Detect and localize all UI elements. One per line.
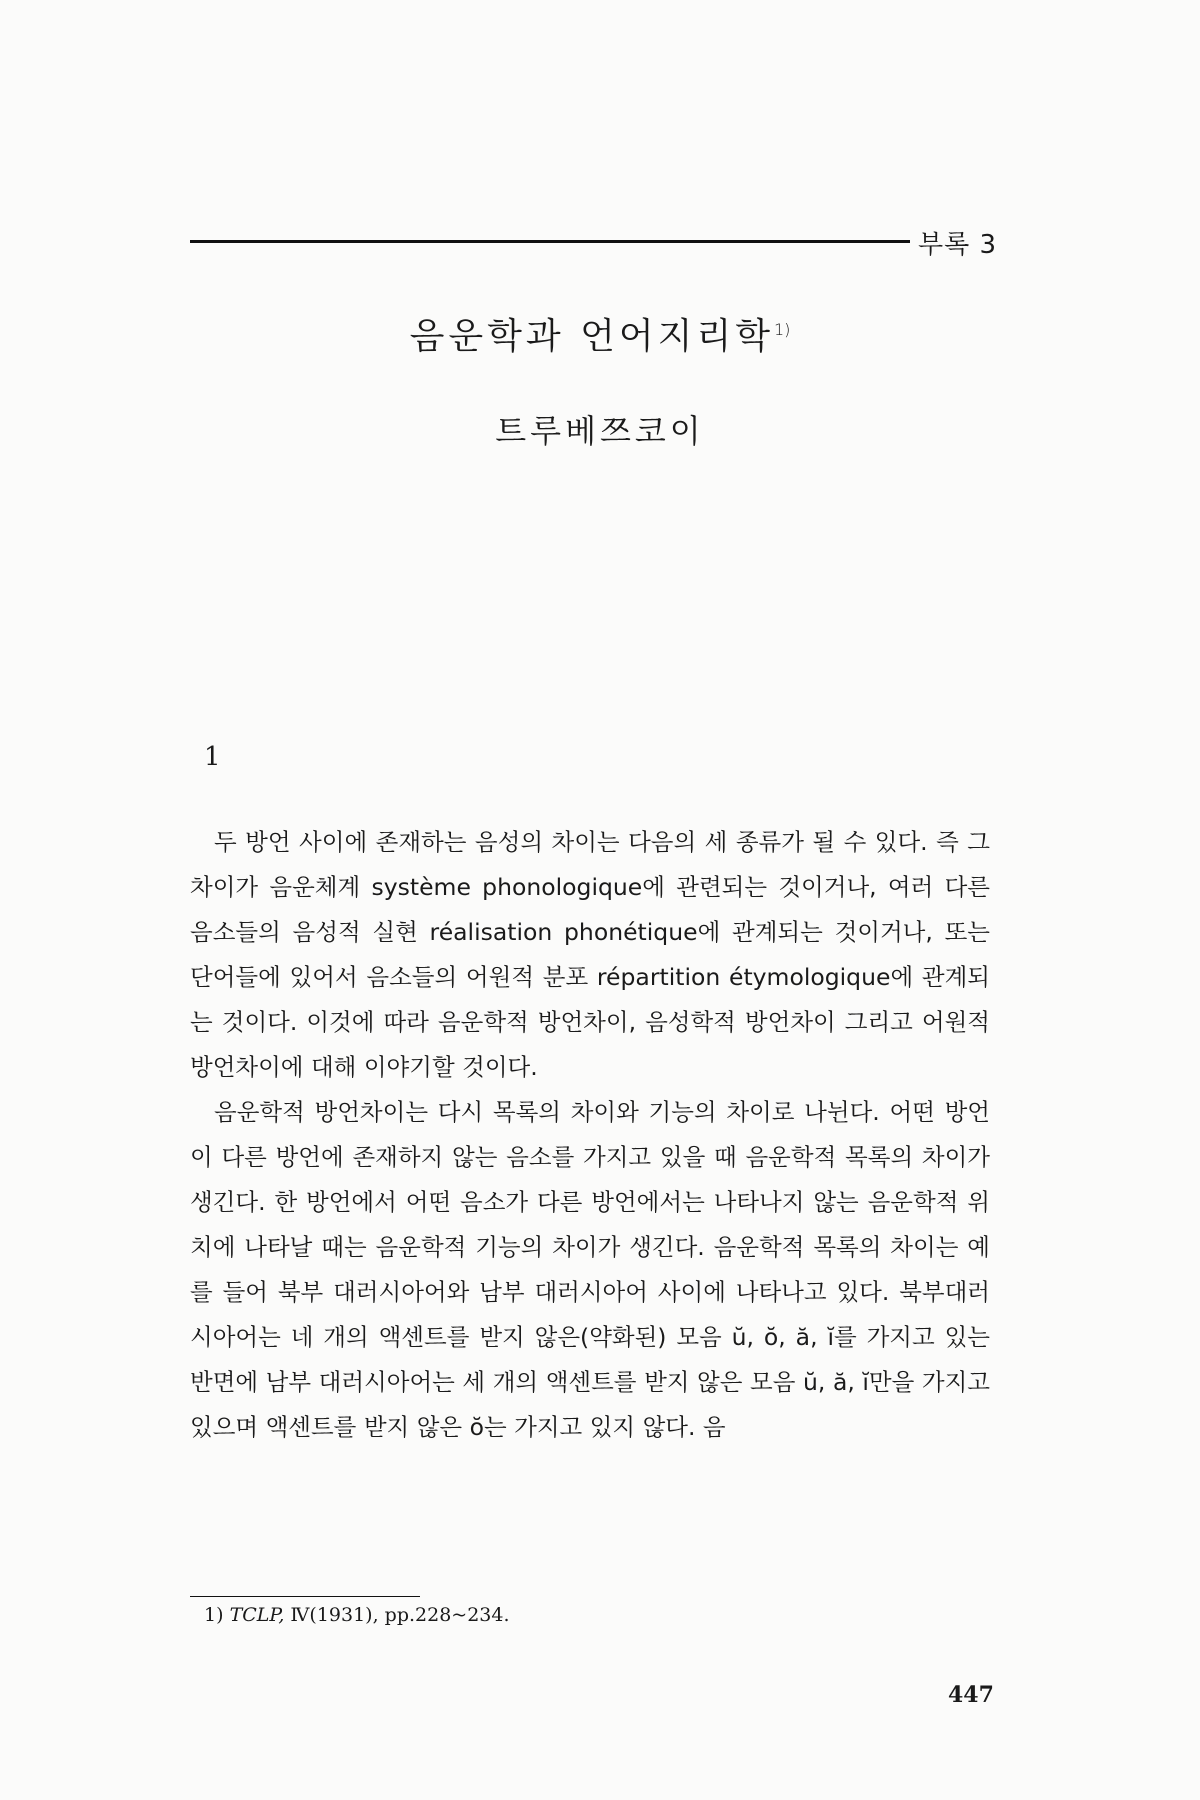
footnote-marker: 1) <box>204 1604 224 1626</box>
article-author: 트루베쯔코이 <box>495 412 705 450</box>
article-title <box>0 308 1200 359</box>
footnote <box>204 1604 510 1626</box>
paragraph-2: 음운학적 방언차이는 다시 목록의 차이와 기능의 차이로 나뉜다. 어떤 방언이 다른 방언에 존재하지 않는 음소를 가지고 있을 때 음운학적 목록의 차이가 생긴다. 한 방언에서 어떤 음소가 다른 방언에서는 나타나지 않는 음운학적 위치에 나타날 때는 음운학적 기능의 차이가 생긴다. 음운학적 목록의 차이는 예를 들어 북부 대러시아어와 남부 대러시아어 사이에 나타나고 있다. 북부대러시아어는 네 개의 액센트를 받지 않은(약화된) 모음 ŭ, ŏ, ă, ĭ를 가지고 있는 반면에 남부 대러시아어는 세 개의 액센트를 받지 않은 모음 ŭ, ă, ĭ만을 가지고 있으며 액센트를 받지 않은 ŏ는 가지고 있지 않다. 음 <box>190 1098 990 1441</box>
section-number: 1 <box>204 742 221 772</box>
footnote-rule <box>190 1596 420 1597</box>
footnote-journal: TCLP, <box>229 1604 285 1626</box>
footnote-details: Ⅳ(1931), pp.228~234. <box>290 1604 510 1626</box>
article-title-text: 음운학과 언어지리학 <box>409 316 774 357</box>
running-head: 부록 3 <box>918 230 998 260</box>
page-number: 447 <box>948 1682 994 1708</box>
header-rule <box>190 240 910 243</box>
body-text <box>190 820 990 1450</box>
title-footnote-marker: 1) <box>774 320 791 339</box>
paragraph-1: 두 방언 사이에 존재하는 음성의 차이는 다음의 세 종류가 될 수 있다. 즉 그 차이가 음운체계 système phonologique에 관련되는 것이거나, 여러 다른 음소들의 음성적 실현 réalisation phonétique에 관계되는 것이거나, 또는 단어들에 있어서 음소들의 어원적 분포 répartition étymologique에 관계되는 것이다. 이것에 따라 음운학적 방언차이, 음성학적 방언차이 그리고 어원적 방언차이에 대해 이야기할 것이다. <box>190 828 990 1081</box>
